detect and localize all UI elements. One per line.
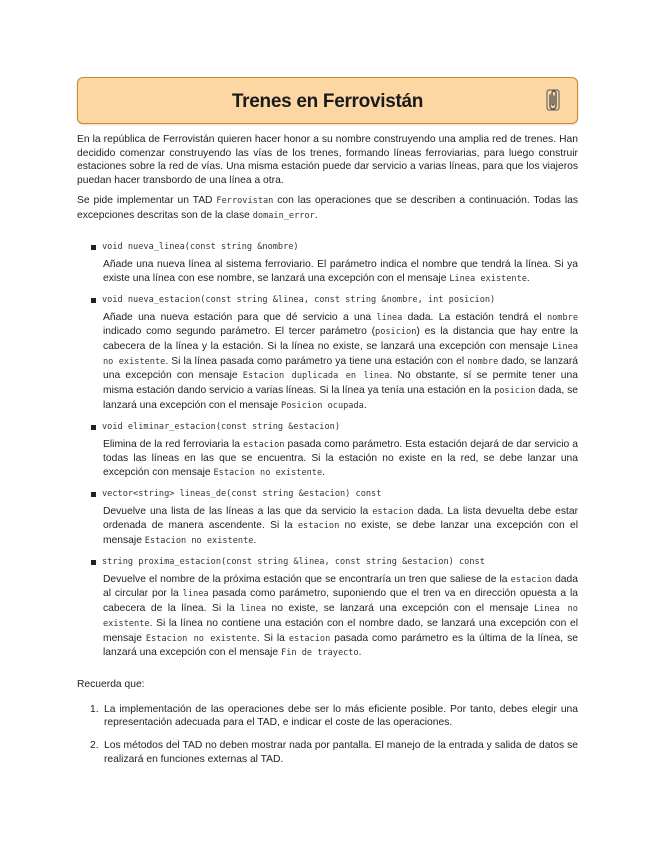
inline-code: Linea no existente <box>103 604 578 629</box>
inline-code: Estacion no existente <box>145 633 257 644</box>
inline-code: nombre <box>467 356 499 367</box>
bullet-icon <box>91 492 96 497</box>
operation-description: Devuelve una lista de las líneas a las que da servicio la estacion dada. La lista devuelta debe estar ordenada de manera ascendente. Si la estacion no existe, se debe lanzar una excepción con el mensaje Estacion no existente. <box>103 505 579 547</box>
inline-code: Linea existente <box>449 273 527 284</box>
inline-code: estacion <box>288 633 331 644</box>
remember-list <box>77 703 578 767</box>
operation-description: Añade una nueva estación para que dé servicio a una linea dada. La estación tendrá el nombre indicado como segundo parámetro. El tercer parámetro (posicion) es la distancia que hay entre la cabecera de la línea y la estación. Si la línea no existe, se lanzará una excepción con mensaje Linea no existente. Si la línea pasada como parámetro ya tiene una estación con el nombre dado, se lanzará una excepción con mensaje Estacion duplicada en linea. No obstante, sí se permite tener una misma estación dando servicio a varias líneas. Si la línea ya tenía una estación en la posicion dada, se lanzará una excepción con el mensaje Posicion ocupada. <box>103 311 578 411</box>
inline-code: Estacion duplicada en linea <box>242 371 390 382</box>
signature-text: string proxima_estacion(const string &linea, const string &estacion) const <box>102 556 485 567</box>
bullet-icon <box>91 298 96 303</box>
inline-code: estacion <box>297 521 340 532</box>
operation-description: Añade una nueva línea al sistema ferroviario. El parámetro indica el nombre que tendrá la línea. Si ya existe una línea con ese nombre, se lanzará una excepción con el mensaje Linea existente. <box>103 259 578 284</box>
operation-signature <box>77 556 578 569</box>
inline-code: Fin de trayecto <box>281 648 359 659</box>
inline-code: linea <box>376 312 403 323</box>
signature-text: void nueva_estacion(const string &linea, const string &nombre, int posicion) <box>102 294 496 305</box>
remember-label: Recuerda que: <box>77 678 145 690</box>
operation-description: Devuelve el nombre de la próxima estación que se encontraría un tren que saliese de la estacion dada al circular por la linea pasada como parámetro, suponiendo que el tren va en dirección opuesta a la cabecera de la línea. Si la linea no existe, se lanzará una excepción con el mensaje Linea no existente. Si la línea no contiene una estación con el nombre dado, se lanzará una excepción con el mensaje Estacion no existente. Si la estacion pasada como parámetro es la última de la línea, se lanzará una excepción con el mensaje Fin de trayecto. <box>103 573 578 659</box>
bullet-icon <box>91 560 96 565</box>
inline-code: estacion <box>372 506 414 517</box>
signature-text: void eliminar_estacion(const string &estacion) <box>102 421 340 432</box>
inline-code: posicion <box>375 327 417 338</box>
intro-paragraph-1: En la república de Ferrovistán quieren hacer honor a su nombre construyendo una amplia red de trenes. Han decidido comenzar construyendo las vías de los trenes, formando líneas ferroviarias, para luego construir estaciones sobre la red de vías. Una misma estación puede dar servicio a varias líneas, para que los viajeros puedan hacer transbordo de una línea a otra. <box>77 134 578 187</box>
signature-text: vector<string> lineas_de(const string &estacion) const <box>102 488 382 499</box>
inline-code: estacion <box>510 574 552 585</box>
inline-code: Ferrovistan <box>216 195 274 206</box>
operations-list <box>77 241 578 661</box>
operation-signature <box>77 488 578 501</box>
list-item <box>77 703 578 730</box>
title-box <box>77 77 578 124</box>
inline-code: Estacion no existente <box>213 467 323 478</box>
paperclip-icon <box>546 89 560 111</box>
inline-code: linea <box>182 589 209 600</box>
operation-signature <box>77 294 578 307</box>
inline-code: domain_error <box>252 210 315 221</box>
signature-text: void nueva_linea(const string &nombre) <box>102 242 299 253</box>
list-item-text: La implementación de las operaciones debe ser lo más eficiente posible. Por tanto, debes elegir una representación adecuada para el TAD, e indicar el coste de las operaciones. <box>104 703 578 729</box>
page-title: Trenes en Ferrovistán <box>231 91 424 112</box>
document-page <box>77 77 578 776</box>
inline-code: linea <box>240 604 267 615</box>
operation-description: Elimina de la red ferroviaria la estacion pasada como parámetro. Esta estación dejará de dar servicio a todas las líneas en las que se encuentra. Si la estación no existe en la red, se debe lanzar una excepción con mensaje Estacion no existente. <box>103 438 578 478</box>
inline-code: estacion <box>243 439 285 450</box>
operation-item <box>77 241 578 286</box>
list-item-number: 2. <box>90 740 99 752</box>
inline-code: Estacion no existente <box>144 536 254 547</box>
intro-paragraph-2: Se pide implementar un TAD Ferrovistan con las operaciones que se describen a continuación. Todas las excepciones descritas son de la clase domain_error. <box>77 194 578 221</box>
inline-code: Posicion ocupada <box>281 400 364 411</box>
operation-signature <box>77 421 578 434</box>
list-item-text: Los métodos del TAD no deben mostrar nada por pantalla. El manejo de la entrada y salida de datos se realizará en funciones externas al TAD. <box>104 740 578 765</box>
inline-code: Linea no existente <box>103 342 578 367</box>
list-item <box>77 739 578 766</box>
bullet-icon <box>91 425 96 430</box>
list-item-number: 1. <box>90 703 99 715</box>
operation-item <box>77 294 578 414</box>
inline-code: posicion <box>494 386 536 397</box>
inline-code: nombre <box>546 312 578 323</box>
operation-item <box>77 421 578 481</box>
bullet-icon <box>91 245 96 250</box>
operation-item <box>77 488 578 549</box>
operation-signature <box>77 241 578 254</box>
operation-item <box>77 556 578 661</box>
